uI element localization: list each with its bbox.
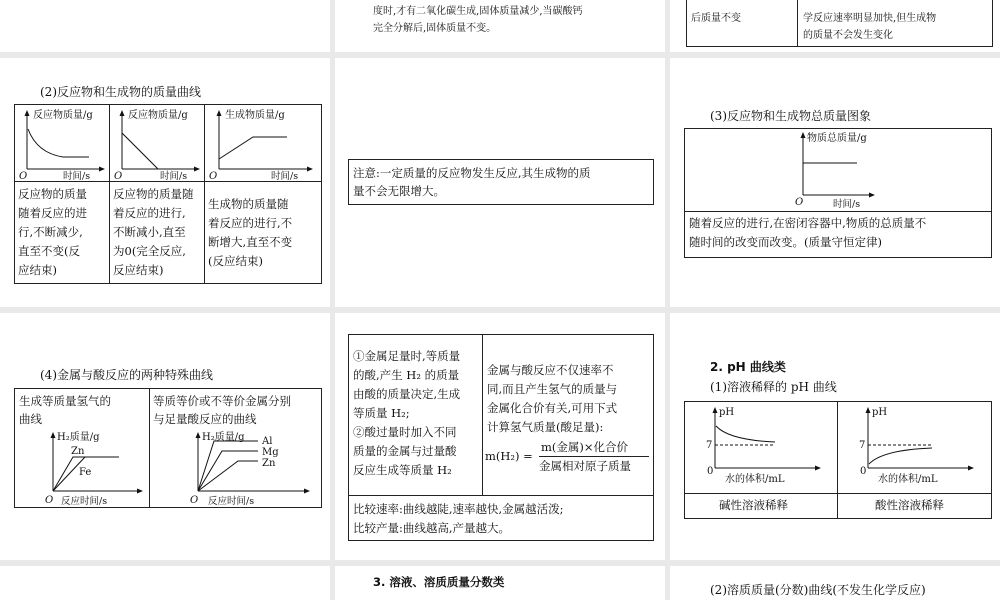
graph-reactant-to-zero [110, 105, 204, 181]
axis-label-y: H₂质量/g [57, 432, 100, 443]
panel-bottom-left [0, 566, 330, 600]
axis-label-y: pH [719, 407, 735, 418]
note-line: 量不会无限增大。 [353, 184, 445, 198]
text-line: 着反应的进行, [113, 206, 186, 220]
caption-acid: 酸性溶液稀释 [875, 498, 944, 512]
text-line: 反应物的质量 [18, 187, 87, 201]
text-line: 生成物的质量随 [208, 197, 289, 211]
origin-label: 0 [707, 466, 714, 477]
section-subtitle: (1)溶液稀释的 pH 曲线 [710, 380, 837, 394]
desc-line: 随时间的改变而改变。(质量守恒定律) [689, 235, 882, 249]
graph-metals-excess-acid [150, 427, 321, 507]
panel-bottom-right [670, 566, 1000, 600]
axis-label-x: 水的体积/mL [725, 474, 785, 485]
section-title: (2)反应物和生成物的质量曲线 [40, 85, 201, 99]
total-mass-table [684, 128, 992, 258]
text-line: 比较速率:曲线越陡,速率越快,金属越活泼; [353, 502, 564, 516]
text-line: 生成等质量氢气的 [19, 394, 111, 408]
text-line: 反应物的质量随 [113, 187, 194, 201]
graph-total-mass [685, 129, 991, 211]
text-line: 曲线 [19, 412, 42, 426]
text-line: 反应生成等质量 H₂ [353, 463, 452, 477]
panel-metal-acid [0, 313, 330, 560]
origin-label: O [114, 171, 123, 181]
text-line: 随着反应的进 [18, 206, 87, 220]
axis-label-x: 反应时间/s [61, 496, 108, 507]
cell-left [353, 347, 460, 480]
origin-label: O [190, 495, 199, 506]
axis-label-y: 反应物质量/g [33, 110, 93, 121]
text-line: 不断减小,直至 [113, 225, 186, 239]
text-line: 等质量 H₂; [353, 406, 410, 420]
formula-denominator: 金属相对原子质量 [539, 459, 631, 473]
section-title: (2)溶质质量(分数)曲线(不发生化学反应) [710, 583, 926, 597]
text-line: ①金属足量时,等质量 [353, 349, 461, 363]
ph-seven-label: 7 [859, 440, 866, 451]
desc-line: 随着反应的进行,在密闭容器中,物质的总质量不 [689, 216, 927, 230]
origin-label: O [45, 495, 54, 506]
axis-label-y: 反应物质量/g [128, 110, 188, 121]
section-title: 3. 溶液、溶质质量分数类 [373, 575, 505, 589]
text-line: 计算氢气质量(酸足量): [487, 420, 604, 434]
note-box [348, 159, 654, 205]
graph-reactant-decreasing [15, 105, 109, 181]
section-title: (4)金属与酸反应的两种特殊曲线 [40, 368, 213, 382]
hydrogen-calc-table [348, 334, 654, 541]
graph-base-dilution [685, 402, 837, 493]
ph-table [684, 401, 992, 519]
series-label-zn: Zn [71, 446, 85, 457]
panel-top-right [670, 0, 1000, 52]
axis-label-y: 物质总质量/g [807, 133, 867, 144]
axis-label-y: pH [872, 407, 888, 418]
text-line: 金属化合价有关,可用下式 [487, 401, 618, 415]
series-label-fe: Fe [79, 467, 92, 478]
section-title: (3)反应物和生成物总质量图象 [710, 109, 871, 123]
cell-reactant-zero-desc [113, 185, 194, 280]
note-line: 注意:一定质量的反应物发生反应,其生成物的质 [353, 166, 591, 180]
text-line: 与足量酸反应的曲线 [153, 412, 257, 426]
text-line: 等质等价或不等价金属分别 [153, 394, 291, 408]
text-line: 的质量不会发生变化 [803, 30, 893, 41]
cell-reactant-desc [18, 185, 87, 280]
graph-product-increasing [205, 105, 321, 181]
series-label-zn: Zn [262, 458, 276, 469]
text-line: 完全分解后,固体质量不变。 [373, 23, 497, 34]
text-line: 金属与酸反应不仅速率不 [487, 363, 614, 377]
panel-top-left [0, 0, 330, 52]
text-line: 度时,才有二氧化碳生成,固体质量减少,当碳酸钙 [373, 6, 583, 17]
origin-label: O [795, 197, 804, 208]
text-line: (反应结束) [208, 254, 263, 268]
axis-label-y: 生成物质量/g [225, 110, 285, 121]
text-line: 质量的金属与过量酸 [353, 444, 457, 458]
panel-top-middle [335, 0, 665, 52]
text-line: 同,而且产生氢气的质量与 [487, 382, 618, 396]
text-line: 的酸,产生 H₂ 的质量 [353, 368, 460, 382]
panel-total-mass [670, 58, 1000, 307]
text-line: 应结束) [18, 263, 57, 277]
series-label-al: Al [262, 436, 273, 447]
panel-mass-curves [0, 58, 330, 307]
section-title: 2. pH 曲线类 [710, 360, 786, 374]
axis-label-x: 水的体积/mL [878, 474, 938, 485]
text-line: 着反应的进行,不 [208, 216, 293, 230]
panel-ph-curves [670, 313, 1000, 560]
text-line: 后质量不变 [691, 13, 741, 24]
axis-label-x: 反应时间/s [208, 496, 255, 507]
ph-seven-label: 7 [706, 440, 713, 451]
text-line: 行,不断减少, [18, 225, 83, 239]
panel-bottom-middle [335, 566, 665, 600]
panel-hydrogen-calc [335, 313, 665, 560]
text-line: 断增大,直至不变 [208, 235, 293, 249]
origin-label: O [209, 171, 218, 181]
text-line: 直至不变(反 [18, 244, 80, 258]
series-label-mg: Mg [262, 447, 279, 458]
formula-numerator: m(金属)×化合价 [541, 440, 629, 454]
metal-acid-table [14, 388, 322, 508]
origin-label: O [19, 171, 28, 181]
formula-lhs: m(H₂) = [485, 449, 533, 463]
top-right-table [686, 0, 993, 47]
text-line: ②酸过量时加入不同 [353, 425, 457, 439]
axis-label-x: 时间/s [271, 171, 299, 181]
cell-product-desc [208, 195, 292, 271]
axis-label-x: 时间/s [833, 199, 861, 210]
mass-curve-table [14, 104, 322, 284]
graph-equal-hydrogen [15, 427, 149, 507]
origin-label: 0 [860, 466, 867, 477]
text-line: 学反应速率明显加快,但生成物 [803, 13, 937, 24]
text-line: 反应结束) [113, 263, 164, 277]
panel-note [335, 58, 665, 307]
caption-base: 碱性溶液稀释 [719, 498, 788, 512]
graph-acid-dilution [838, 402, 991, 493]
text-line: 为0(完全反应, [113, 244, 186, 258]
text-line: 由酸的质量决定,生成 [353, 387, 461, 401]
text-line: 比较产量:曲线越高,产量越大。 [353, 521, 511, 535]
axis-label-y: H₂质量/g [202, 432, 245, 443]
axis-label-x: 时间/s [63, 171, 91, 181]
cell-right [487, 361, 617, 437]
axis-label-x: 时间/s [160, 171, 188, 181]
